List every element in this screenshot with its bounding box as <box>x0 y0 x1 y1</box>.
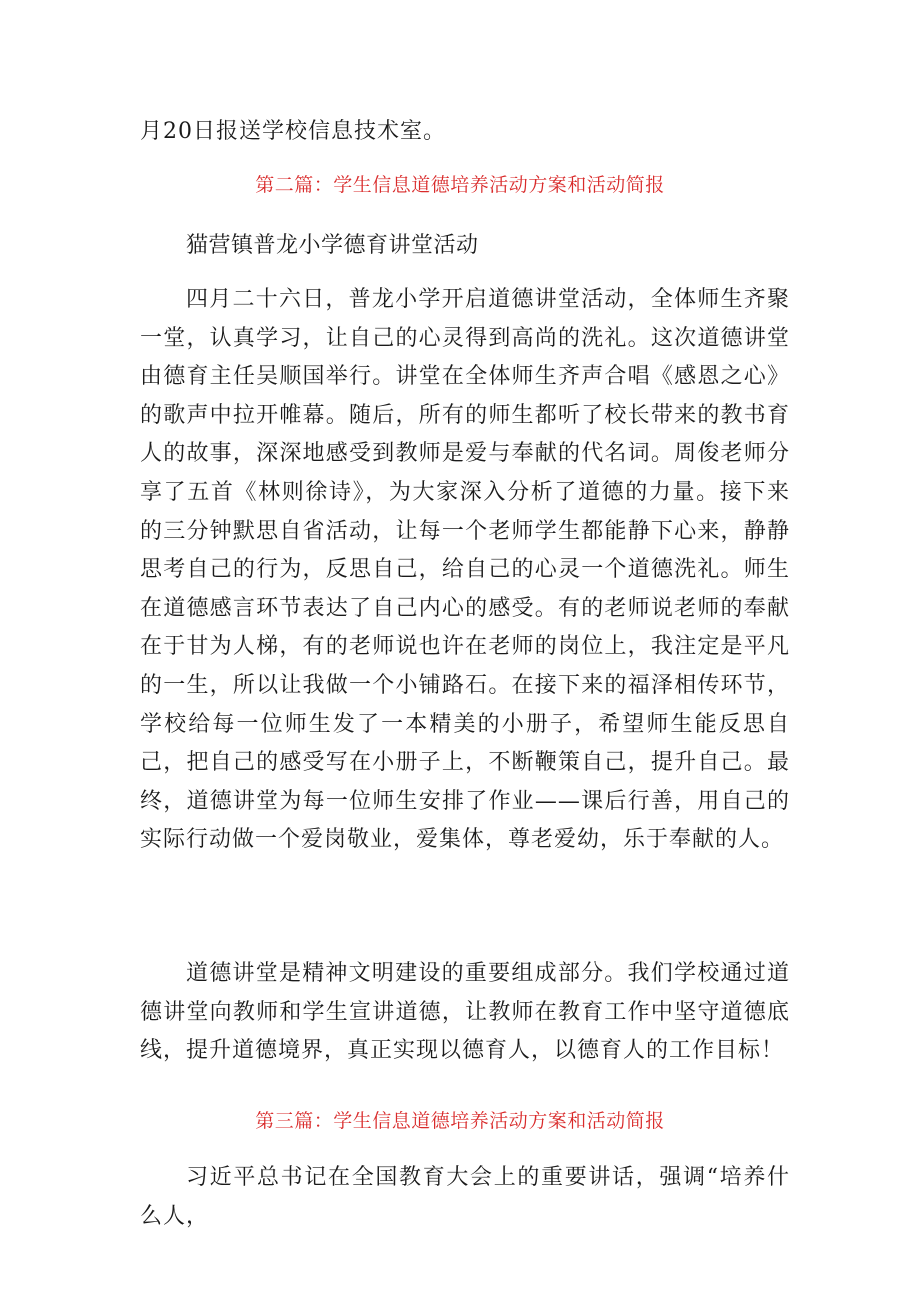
paragraph-2: 道德讲堂是精神文明建设的重要组成部分。我们学校通过道德讲堂向教师和学生宣讲道德，让教师在教育工作中坚守道德底线，提升道德境界，真正实现以德育人，以德育人的工作目标！ <box>140 961 790 1064</box>
paragraph-3: 习近平总书记在全国教育大会上的重要讲话，强调“培养什么人， <box>140 1165 790 1229</box>
continuation-text: 月20日报送学校信息技术室。 <box>140 119 446 144</box>
paragraph-1: 四月二十六日，普龙小学开启道德讲堂活动，全体师生齐聚一堂，认真学习，让自己的心灵得到高尚的洗礼。这次道德讲堂由德育主任吴顺国举行。讲堂在全体师生齐声合唱《感恩之心》的歌声中拉开帷幕。随后，所有的师生都听了校长带来的教书育人的故事，深深地感受到教师是爱与奉献的代名词。周俊老师分享了五首《林则徐诗》，为大家深入分析了道德的力量。接下来的三分钟默思自省活动，让每一个老师学生都能静下心来，静静思考自己的行为，反思自己，给自己的心灵一个道德洗礼。师生在道德感言环节表达了自己内心的感受。有的老师说老师的奉献在于甘为人梯，有的老师说也许在老师的岗位上，我注定是平凡的一生，所以让我做一个小铺路石。在接下来的福泽相传环节，学校给每一位师生发了一本精美的小册子，希望师生能反思自己，把自己的感受写在小册子上，不断鞭策自己，提升自己。最终，道德讲堂为每一位师生安排了作业——课后行善，用自己的实际行动做一个爱岗敬业，爱集体，尊老爱幼，乐于奉献的人。 <box>140 287 790 853</box>
section-3-heading: 第三篇：学生信息道德培养活动方案和活动简报 <box>255 1110 665 1132</box>
section-2-heading: 第二篇：学生信息道德培养活动方案和活动简报 <box>255 174 665 196</box>
article-title: 猫营镇普龙小学德育讲堂活动 <box>186 233 479 258</box>
